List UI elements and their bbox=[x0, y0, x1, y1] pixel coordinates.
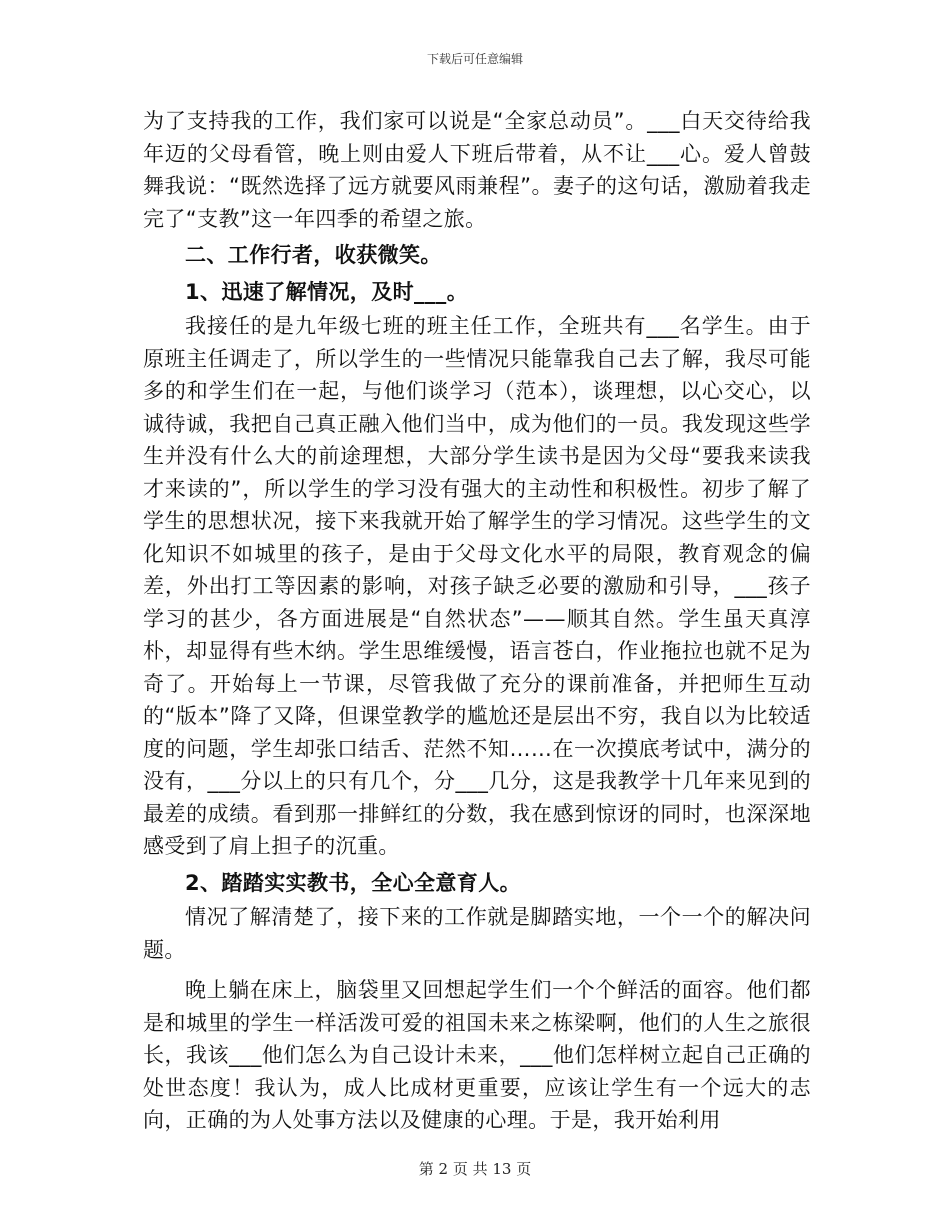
section-heading-work: 二、工作行者，收获微笑。 bbox=[185, 243, 442, 267]
paragraph-family-support: 为了支持我的工作，我们家可以说是“全家总动员”。___白天交待给我年迈的父母看管，晚上则由爱人下班后带着，从不让___心。爱人曾鼓舞我说：“既然选择了远方就要风雨兼程”。妻子的这句话，激励着我走完了“支教”这一年四季的希望之旅。 bbox=[143, 109, 811, 231]
paragraph-night-reflection: 晚上躺在床上，脑袋里又回想起学生们一个个鲜活的面容。他们都是和城里的学生一样活泼可爱的祖国未来之栋梁啊，他们的人生之旅很长，我该___他们怎么为自己设计未来，___他们怎样树立起自己正确的处世态度！我认为，成人比成材更重要，应该让学生有一个远大的志向，正确的为人处事方法以及健康的心理。于是，我开始利用 bbox=[143, 978, 811, 1132]
page-header: 下载后可任意编辑 bbox=[426, 52, 523, 66]
document-body bbox=[143, 105, 811, 1137]
subheading-understand-situation: 1、迅速了解情况，及时___。 bbox=[185, 279, 469, 304]
paragraph-class-situation: 我接任的是九年级七班的班主任工作，全班共有___名学生。由于原班主任调走了，所以学生的一些情况只能靠我自己去了解，我尽可能多的和学生们在一起，与他们谈学习（范本），谈理想，以心交心，以诚待诚，我把自己真正融入他们当中，成为他们的一员。我发现这些学生并没有什么大的前途理想，大部分学生读书是因为父母“要我来读我才来读的”，所以学生的学习没有强大的主动性和积极性。初步了解了学生的思想状况，接下来我就开始了解学生的学习情况。这些学生的文化知识不如城里的孩子，是由于父母文化水平的局限，教育观念的偏差，外出打工等因素的影响，对孩子缺乏必要的激励和引导，___孩子学习的甚少，各方面进展是“自然状态”——顺其自然。学生虽天真淳朴，却显得有些木纳。学生思维缓慢，语言苍白，作业拖拉也就不足为奇了。开始每上一节课，尽管我做了充分的课前准备，并把师生互动的“版本”降了又降，但课堂教学的尴尬还是层出不穷，我自以为比较适度的问题，学生却张口结舌、茫然不知……在一次摸底考试中，满分的没有，___分以上的只有几个，分___几分，这是我教学十几年来见到的最差的成绩。看到那一排鲜红的分数，我在感到惊讶的同时，也深深地感受到了肩上担子的沉重。 bbox=[143, 314, 811, 858]
page-number-footer: 第 2 页 共 13 页 bbox=[418, 1160, 532, 1178]
paragraph-solve-problems: 情况了解清楚了，接下来的工作就是脚踏实地，一个一个的解决问题。 bbox=[143, 905, 811, 962]
subheading-teach-educate: 2、踏踏实实教书，全心全意育人。 bbox=[185, 870, 522, 895]
